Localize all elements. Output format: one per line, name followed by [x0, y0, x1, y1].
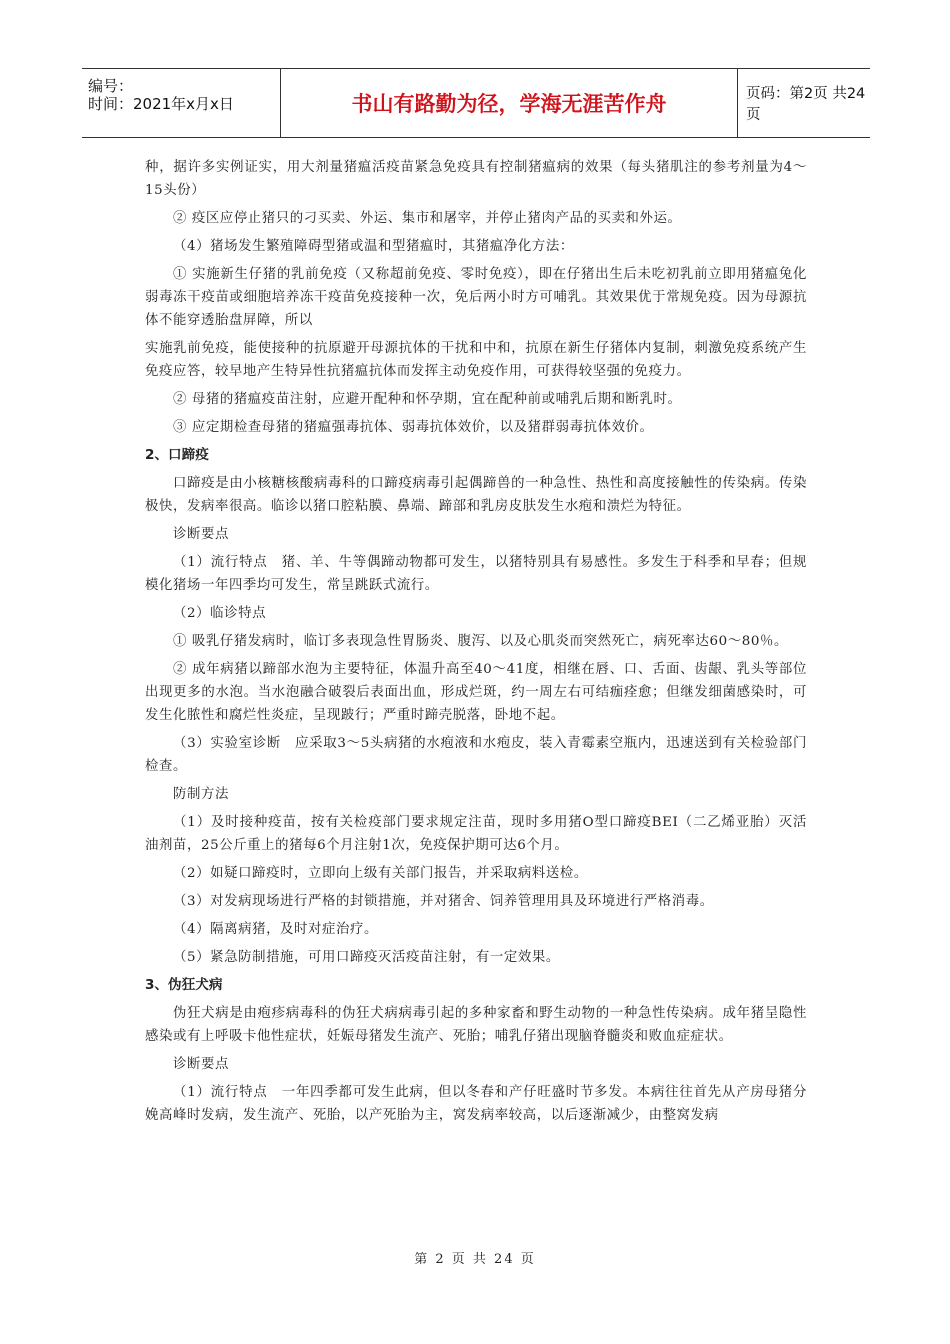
paragraph: （2）如疑口蹄疫时，立即向上级有关部门报告，并采取病料送检。 — [173, 866, 588, 881]
page-footer: 第 2 页 共 24 页 — [414, 1252, 536, 1267]
document-header — [82, 68, 870, 138]
paragraph: （3）对发病现场进行严格的封锁措施，并对猪舍、饲养管理用具及环境进行严格消毒。 — [173, 894, 714, 909]
paragraph: 实施乳前免疫，能使接种的抗原避开母源抗体的干扰和中和，抗原在新生仔猪体内复制，刺激免疫系统产生免疫应答，较早地产生特异性抗猪瘟抗体而发挥主动免疫作用，可获得较坚强的免疫力。 — [145, 341, 807, 379]
paragraph: ① 吸乳仔猪发病时，临订多表现急性胃肠炎、腹泻、以及心肌炎而突然死亡，病死率达60～80％。 — [173, 634, 788, 649]
paragraph: 防制方法 — [173, 787, 229, 802]
paragraph: ② 母猪的猪瘟疫苗注射，应避开配种和怀孕期，宜在配种前或哺乳后期和断乳时。 — [173, 392, 682, 407]
paragraph: ③ 应定期检查母猪的猪瘟强毒抗体、弱毒抗体效价，以及猪群弱毒抗体效价。 — [173, 420, 654, 435]
paragraph: 诊断要点 — [173, 1057, 229, 1072]
header-motto: 书山有路勤为径，学海无涯苦作舟 — [281, 69, 738, 137]
section-heading: 3、伪狂犬病 — [145, 977, 223, 993]
paragraph: 种，据许多实例证实，用大剂量猪瘟活疫苗紧急免疫具有控制猪瘟病的效果（每头猪肌注的参考剂量为4～15头份） — [145, 160, 807, 198]
date-label: 时间：2021年x月x日 — [88, 95, 234, 113]
paragraph: ② 成年病猪以蹄部水泡为主要特征，体温升高至40～41度，相继在唇、口、舌面、齿龈、乳头等部位出现更多的水泡。当水泡融合破裂后表面出血，形成烂斑，约一周左右可结痂痊愈；但继发细菌感染时，可发生化脓性和腐烂性炎症，呈现跛行；严重时蹄壳脱落，卧地不起。 — [145, 662, 807, 723]
paragraph: ① 实施新生仔猪的乳前免疫（又称超前免疫、零时免疫），即在仔猪出生后未吃初乳前立即用猪瘟兔化弱毒冻干疫苗或细胞培养冻干疫苗免疫接种一次，免后两小时方可哺乳。其效果优于常规免疫。因为母源抗体不能穿透胎盘屏障，所以 — [145, 267, 807, 328]
number-label: 编号： — [88, 77, 134, 95]
paragraph: （1）流行特点 一年四季都可发生此病，但以冬春和产仔旺盛时节多发。本病往往首先从产房母猪分娩高峰时发病，发生流产、死胎，以产死胎为主，窝发病率较高，以后逐渐减少，由整窝发病 — [145, 1085, 807, 1123]
paragraph: ② 疫区应停止猪只的刁买卖、外运、集市和屠宰，并停止猪肉产品的买卖和外运。 — [173, 211, 682, 226]
paragraph: 口蹄疫是由小核糖核酸病毒科的口蹄疫病毒引起偶蹄兽的一种急性、热性和高度接触性的传染病。传染极快，发病率很高。临诊以猪口腔粘膜、鼻端、蹄部和乳房皮肤发生水疱和溃烂为特征。 — [145, 476, 807, 514]
header-meta-cell — [82, 69, 281, 137]
paragraph: （2）临诊特点 — [173, 606, 267, 621]
paragraph: （4）猪场发生繁殖障碍型猪或温和型猪瘟时，其猪瘟净化方法： — [173, 239, 574, 254]
paragraph: 伪狂犬病是由疱疹病毒科的伪狂犬病病毒引起的多种家畜和野生动物的一种急性传染病。成年猪呈隐性感染或有上呼吸卡他性症状，妊娠母猪发生流产、死胎；哺乳仔猪出现脑脊髓炎和败血症症状。 — [145, 1006, 807, 1044]
section-heading: 2、口蹄疫 — [145, 447, 209, 463]
paragraph: （4）隔离病猪，及时对症治疗。 — [173, 922, 378, 937]
paragraph: （1）流行特点 猪、羊、牛等偶蹄动物都可发生，以猪特别具有易感性。多发生于科季和早春；但规模化猪场一年四季均可发生，常呈跳跃式流行。 — [145, 555, 807, 593]
paragraph: （1）及时接种疫苗，按有关检疫部门要求规定注苗，现时多用猪O型口蹄疫BEI（二乙烯亚胎）灭活油剂苗，25公斤重上的猪每6个月注射1次，免疫保护期可达6个月。 — [145, 815, 807, 853]
paragraph: （3）实验室诊断 应采取3～5头病猪的水疱液和水疱皮，装入青霉素空瓶内，迅速送到有关检验部门检查。 — [145, 736, 807, 774]
paragraph: 诊断要点 — [173, 527, 229, 542]
document-body — [145, 156, 807, 1132]
header-page-info: 页码：第2页 共24页 — [746, 86, 866, 123]
paragraph: （5）紧急防制措施，可用口蹄疫灭活疫苗注射，有一定效果。 — [173, 950, 560, 965]
